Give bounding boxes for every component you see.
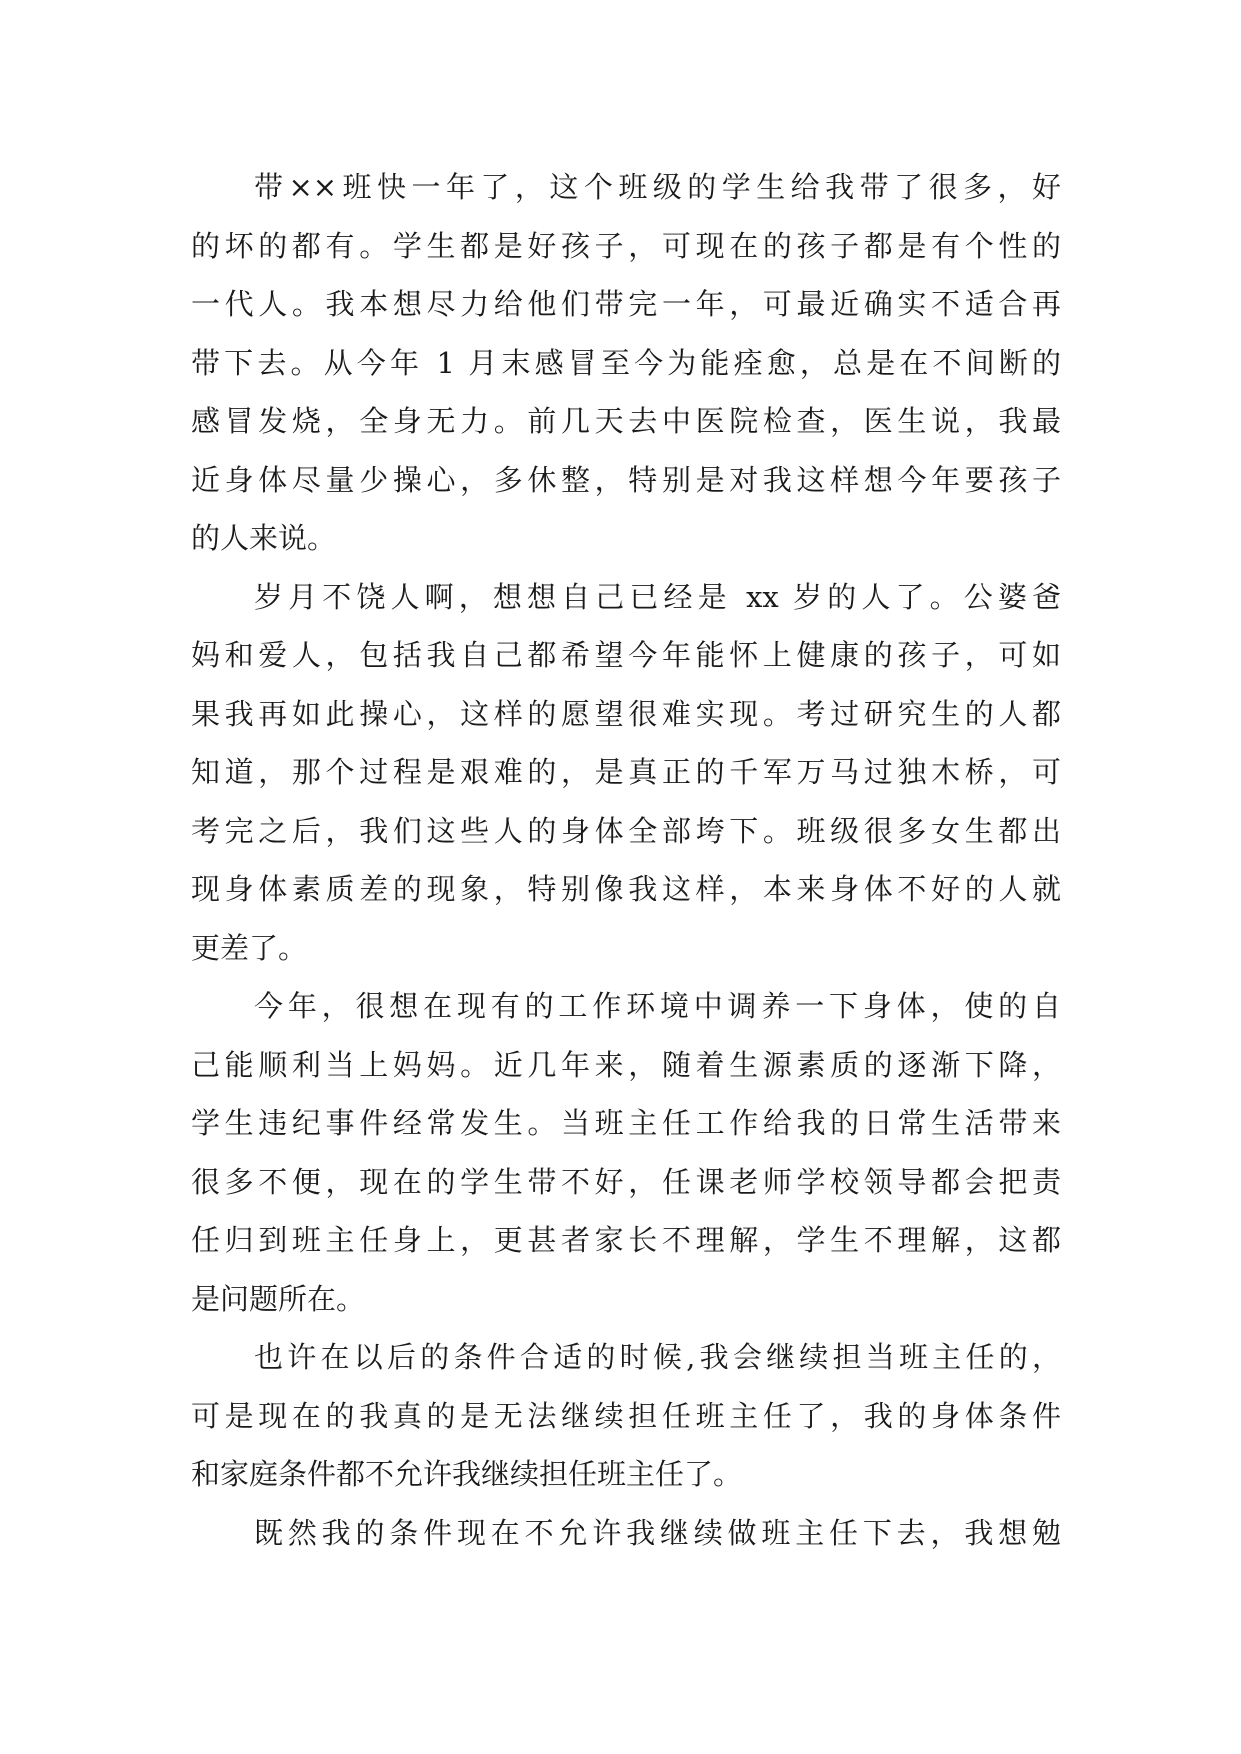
paragraph-line: 感冒发烧，全身无力。前几天去中医院检查，医生说，我最 <box>191 404 1061 438</box>
paragraph-line: 岁月不饶人啊，想想自己已经是 xx 岁的人了。公婆爸 <box>254 579 1061 614</box>
paragraph-line: 一代人。我本想尽力给他们带完一年，可最近确实不适合再 <box>191 287 1061 321</box>
paragraph-line: 可是现在的我真的是无法继续担任班主任了，我的身体条件 <box>191 1398 1061 1433</box>
paragraph-line: 今年，很想在现有的工作环境中调养一下身体，使的自 <box>254 989 1061 1023</box>
document-body <box>191 158 1061 1562</box>
paragraph-line: 任归到班主任身上，更甚者家长不理解，学生不理解，这都 <box>191 1223 1061 1257</box>
paragraph-line: 更差了。 <box>191 930 308 965</box>
paragraph-2 <box>191 568 1061 978</box>
paragraph-line: 带××班快一年了，这个班级的学生给我带了很多，好 <box>254 170 1061 204</box>
paragraph-1 <box>191 158 1061 568</box>
paragraph-line: 既然我的条件现在不允许我继续做班主任下去，我想勉 <box>254 1515 1061 1550</box>
paragraph-line: 妈和爱人，包括我自己都希望今年能怀上健康的孩子，可如 <box>191 638 1061 672</box>
paragraph-line: 的坏的都有。学生都是好孩子，可现在的孩子都是有个性的 <box>191 228 1061 263</box>
paragraph-line: 的人来说。 <box>191 521 337 555</box>
paragraph-line: 知道，那个过程是艰难的，是真正的千军万马过独木桥，可 <box>191 755 1061 789</box>
paragraph-4 <box>191 1328 1061 1504</box>
paragraph-line: 近身体尽量少操心，多休整，特别是对我这样想今年要孩子 <box>191 462 1061 497</box>
paragraph-line: 学生违纪事件经常发生。当班主任工作给我的日常生活带来 <box>191 1106 1061 1140</box>
paragraph-line: 很多不便，现在的学生带不好，任课老师学校领导都会把责 <box>191 1164 1061 1199</box>
paragraph-line: 现身体素质差的现象，特别像我这样，本来身体不好的人就 <box>191 872 1061 906</box>
paragraph-line: 和家庭条件都不允许我继续担任班主任了。 <box>191 1457 743 1491</box>
paragraph-line: 果我再如此操心，这样的愿望很难实现。考过研究生的人都 <box>191 696 1061 731</box>
paragraph-line: 也许在以后的条件合适的时候,我会继续担当班主任的， <box>254 1340 1061 1374</box>
paragraph-3 <box>191 977 1061 1328</box>
paragraph-line: 己能顺利当上妈妈。近几年来，随着生源素质的逐渐下降， <box>191 1047 1061 1082</box>
paragraph-5 <box>191 1504 1061 1563</box>
paragraph-line: 带下去。从今年 1 月末感冒至今为能痊愈，总是在不间断的 <box>191 345 1061 380</box>
paragraph-line: 考完之后，我们这些人的身体全部垮下。班级很多女生都出 <box>191 813 1061 848</box>
paragraph-line: 是问题所在。 <box>191 1281 366 1316</box>
